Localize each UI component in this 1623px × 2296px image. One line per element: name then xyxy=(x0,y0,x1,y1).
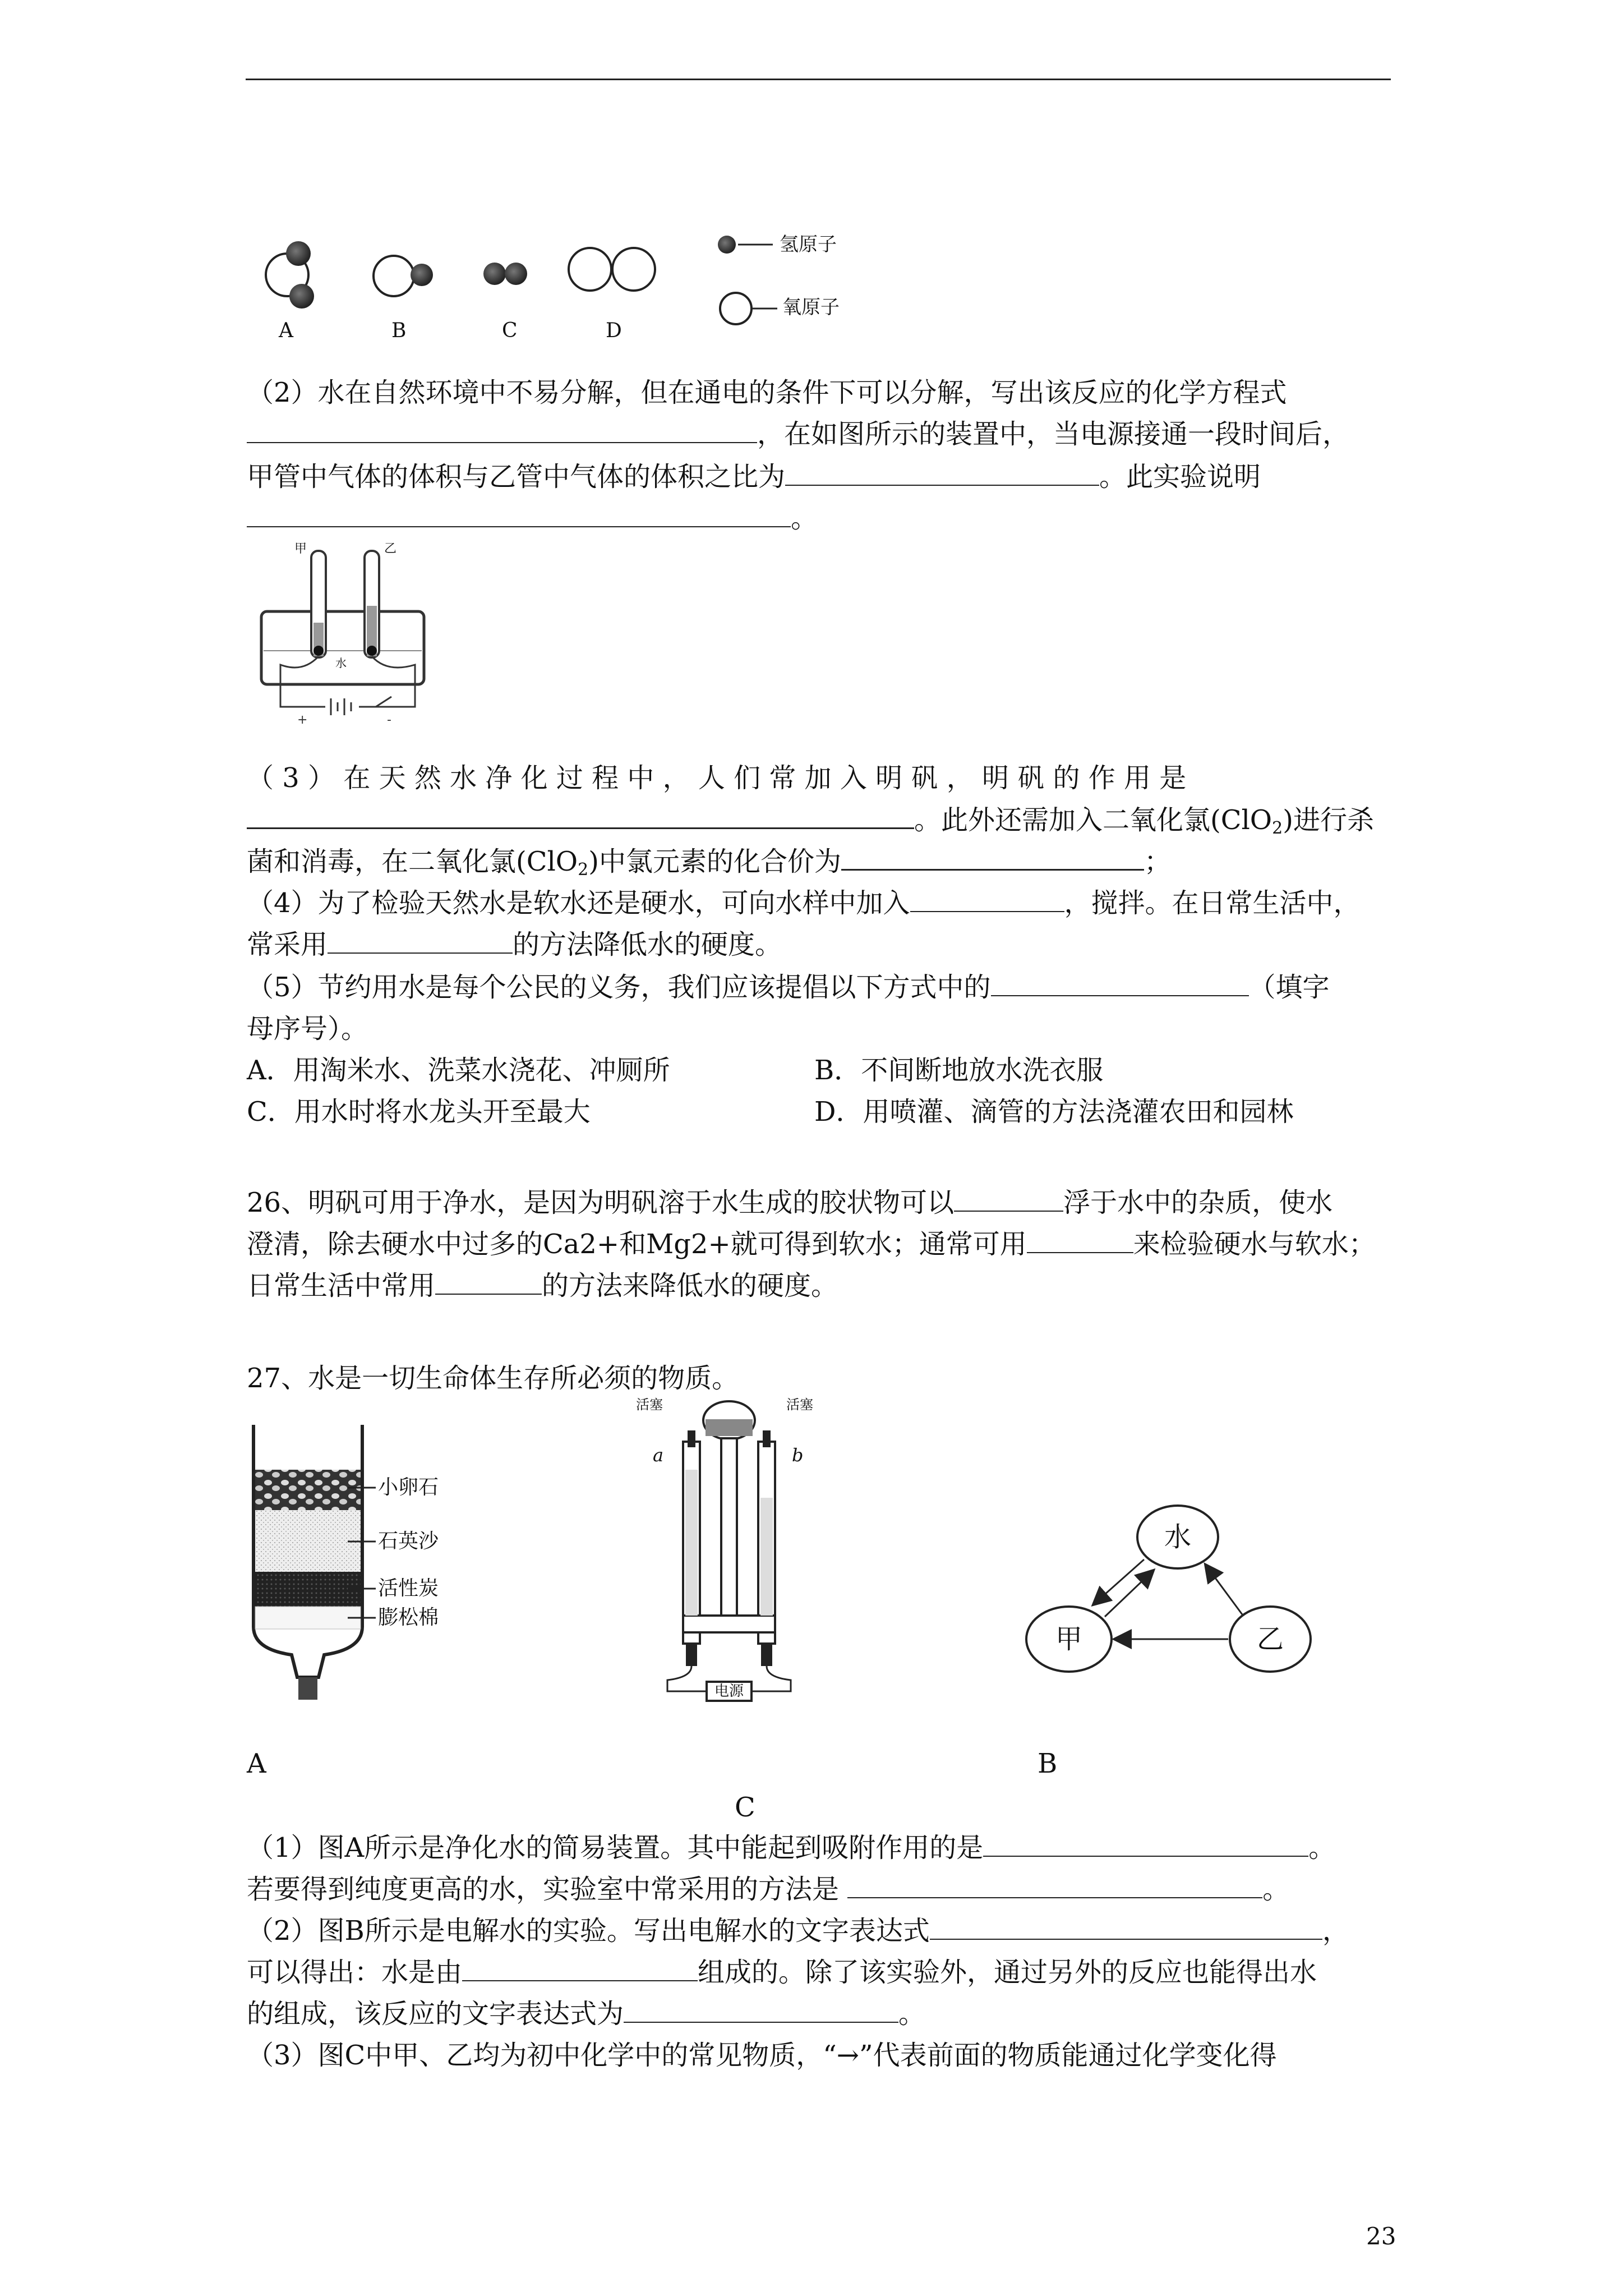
caption-a: A xyxy=(247,1748,266,1779)
q27-p1-line2: 若要得到纯度更高的水，实验室中常采用的方法是 。 xyxy=(247,1874,1290,1905)
hydrogen-legend-icon xyxy=(718,236,736,254)
q25-p4-line2: 常采用 的方法降低水的硬度。 xyxy=(247,929,782,960)
answer-blank[interactable] xyxy=(847,1872,1262,1898)
answer-blank[interactable] xyxy=(247,417,757,443)
caption-c: C xyxy=(735,1792,755,1823)
molecule-label-b: B xyxy=(391,319,407,342)
answer-blank[interactable] xyxy=(785,460,1099,486)
molecule-label-d: D xyxy=(606,319,622,342)
electrolysis-apparatus-figure xyxy=(247,539,443,740)
molecule-b xyxy=(374,256,433,296)
answer-blank[interactable] xyxy=(328,928,513,954)
answer-blank[interactable] xyxy=(910,886,1064,912)
oxygen-legend-icon xyxy=(720,293,751,324)
q25-option-a: A．用淘米水、洗菜水浇花、冲厕所 xyxy=(247,1055,670,1086)
caption-b: B xyxy=(1038,1748,1058,1779)
answer-blank[interactable] xyxy=(247,803,914,829)
oxygen-legend-label: 氧原子 xyxy=(782,296,840,319)
q26-line3: 日常生活中常用 的方法来降低水的硬度。 xyxy=(247,1270,838,1301)
answer-blank[interactable] xyxy=(841,844,1144,871)
conversion-figure xyxy=(1021,1492,1324,1677)
q27-p2-line1: （2）图B所示是电解水的实验。写出电解水的文字表达式 ， xyxy=(247,1915,1349,1947)
node-yi: 乙 xyxy=(1257,1623,1284,1655)
answer-blank[interactable] xyxy=(247,501,791,527)
molecule-d xyxy=(569,248,655,291)
q25-p3-line2: 。此外还需加入二氧化氯(ClO$_2$)进行杀 xyxy=(247,802,1374,846)
answer-blank[interactable] xyxy=(954,1186,1063,1212)
node-jia: 甲 xyxy=(1055,1623,1083,1655)
q25-p3-line1: （ 3 ） 在 天 然 水 净 化 过 程 中 ， 人 们 常 加 入 明 矾 ， 明 矾 的 作 用 是 xyxy=(247,762,1187,794)
molecule-label-c: C xyxy=(502,319,518,342)
molecule-figure xyxy=(247,213,886,348)
tube-label-a: a xyxy=(653,1444,664,1466)
molecule-c xyxy=(483,263,527,285)
q25-p4-line1: （4）为了检验天然水是软水还是硬水，可向水样中加入 ，搅拌。在日常生活中， xyxy=(247,887,1361,919)
svg-text:-: - xyxy=(387,713,391,727)
q26-line1: 26、明矾可用于净水，是因为明矾溶于水生成的胶状物可以 浮于水中的杂质，使水 xyxy=(247,1187,1333,1218)
q25-p2-line1: （2）水在自然环境中不易分解，但在通电的条件下可以分解，写出该反应的化学方程式 xyxy=(247,377,1287,408)
answer-blank[interactable] xyxy=(624,1997,898,2023)
apparatus-label-water: 水 xyxy=(335,656,347,670)
node-water: 水 xyxy=(1164,1521,1192,1553)
q25-option-d: D．用喷灌、滴管的方法浇灌农田和园林 xyxy=(814,1096,1294,1128)
apparatus-label-right: 乙 xyxy=(384,542,397,556)
svg-text:+: + xyxy=(297,713,308,727)
tube-label-b: b xyxy=(792,1444,804,1466)
q25-p2-line3: 甲管中气体的体积与乙管中气体的体积之比为 。此实验说明 xyxy=(247,461,1261,493)
answer-blank[interactable] xyxy=(930,1914,1322,1940)
hofmann-apparatus-figure xyxy=(611,1397,847,1711)
filter-label-pebble: 小卵石 xyxy=(378,1476,439,1499)
q25-p3-line3: 菌和消毒，在二氧化氯(ClO$_2$)中氯元素的化合价为 ； xyxy=(247,844,1171,888)
answer-blank[interactable] xyxy=(435,1269,542,1295)
q25-p5-line2: 母序号）。 xyxy=(247,1013,368,1045)
q27-p2-line2: 可以得出：水是由 组成的。除了该实验外，通过另外的反应也能得出水 xyxy=(247,1957,1317,1988)
filter-label-carbon: 活性炭 xyxy=(378,1577,439,1600)
page-number: 23 xyxy=(1366,2223,1396,2250)
hydrogen-legend-label: 氢原子 xyxy=(780,233,837,256)
apparatus-label-left: 甲 xyxy=(294,542,307,556)
molecule-label-a: A xyxy=(279,319,293,342)
filter-diagram xyxy=(247,1425,482,1705)
q25-option-b: B．不间断地放水洗衣服 xyxy=(814,1055,1104,1086)
filter-figure xyxy=(247,1425,482,1705)
electrolysis-apparatus-diagram xyxy=(247,539,443,740)
answer-blank[interactable] xyxy=(991,970,1249,996)
answer-blank[interactable] xyxy=(462,1955,698,1981)
q26-line2: 澄清，除去硬水中过多的Ca2+和Mg2+就可得到软水；通常可用 来检验硬水与软水； xyxy=(247,1228,1376,1260)
answer-blank[interactable] xyxy=(983,1831,1308,1857)
header-rule xyxy=(246,79,1391,80)
q27-p3-line1: （3）图C中甲、乙均为初中化学中的常见物质，“→”代表前面的物质能通过化学变化得 xyxy=(247,2040,1277,2071)
q25-p5-line1: （5）节约用水是每个公民的义务，我们应该提倡以下方式中的 （填字 xyxy=(247,972,1330,1003)
molecule-a xyxy=(266,241,314,309)
q27-p2-line3: 的组成，该反应的文字表达式为 。 xyxy=(247,1998,926,2030)
q27-p1-line1: （1）图A所示是净化水的简易装置。其中能起到吸附作用的是 。 xyxy=(247,1832,1336,1864)
q27-title: 27、水是一切生命体生存所必须的物质。 xyxy=(247,1363,739,1394)
stopcock-label-left: 活塞 xyxy=(636,1397,663,1412)
filter-label-cotton: 膨松棉 xyxy=(378,1606,439,1629)
q25-p2-line4: 。 xyxy=(247,500,818,536)
stopcock-label-right: 活塞 xyxy=(786,1397,813,1412)
power-supply-label: 电源 xyxy=(714,1683,744,1700)
hofmann-apparatus-diagram xyxy=(611,1397,847,1711)
q25-option-c: C．用水时将水龙头开至最大 xyxy=(247,1096,591,1128)
answer-blank[interactable] xyxy=(1027,1227,1133,1253)
filter-label-sand: 石英沙 xyxy=(378,1530,439,1553)
q25-p2-line2: ，在如图所示的装置中，当电源接通一段时间后， xyxy=(247,416,1349,452)
